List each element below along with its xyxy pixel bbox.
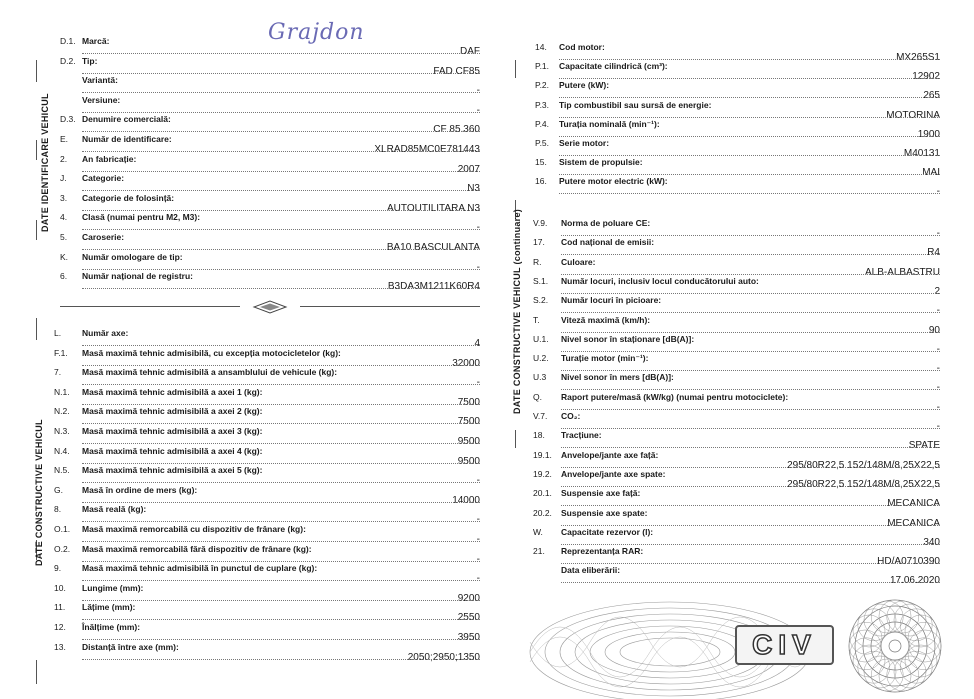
- dotted-line: [561, 409, 940, 410]
- field-label: Caroserie:: [82, 232, 125, 242]
- field-label: Versiune:: [82, 94, 121, 105]
- field-code: Q.: [533, 391, 542, 402]
- table-row: [54, 406, 480, 428]
- field-code: R.: [533, 256, 542, 267]
- field-label: Turația nominală (min⁻¹):: [559, 118, 660, 129]
- table-row: [535, 176, 940, 198]
- field-value: -: [476, 553, 480, 565]
- table-row: [60, 251, 480, 273]
- dotted-line: [561, 293, 940, 294]
- margin-mark: [36, 60, 37, 82]
- section-title-constructive-continued: DATE CONSTRUCTIVE VEHICUL (continuare): [512, 208, 522, 414]
- field-value: 9500: [457, 455, 480, 467]
- dotted-line: [561, 370, 940, 371]
- table-row: [60, 212, 480, 234]
- field-label: Norma de poluare CE:: [561, 218, 651, 228]
- field-label: Masă maximă remorcabilă cu dispozitiv de frânare (kg):: [82, 524, 306, 534]
- field-value: -: [936, 305, 940, 317]
- field-code: P.1.: [535, 61, 550, 72]
- field-value: 12902: [912, 71, 940, 83]
- field-value: M40131: [903, 148, 940, 159]
- table-row: [533, 237, 940, 259]
- field-value: MECANICA: [887, 517, 940, 529]
- dotted-line: [559, 174, 940, 175]
- field-code: 4.: [60, 212, 68, 223]
- table-row: [54, 367, 480, 389]
- table-row: [54, 602, 480, 624]
- field-label: Raport putere/masă (kW/kg) (numai pentru motociclete):: [561, 391, 789, 402]
- field-value: -: [936, 401, 940, 413]
- dotted-line: [82, 365, 480, 366]
- table-row: [54, 641, 480, 663]
- field-label: Număr național de registru:: [82, 271, 193, 282]
- field-code: 13.: [54, 641, 66, 652]
- dotted-line: [82, 151, 480, 152]
- dotted-line: [82, 404, 480, 405]
- dotted-line: [82, 639, 480, 640]
- margin-mark: [36, 220, 37, 240]
- field-value: 17.06.2020: [889, 575, 940, 587]
- field-label: Lățime (mm):: [82, 602, 136, 613]
- field-code: P.4.: [535, 118, 550, 129]
- field-value: -: [936, 363, 940, 375]
- margin-mark: [36, 140, 37, 160]
- dotted-line: [82, 443, 480, 444]
- ornament-icon: [252, 300, 288, 314]
- table-row: [54, 582, 480, 604]
- dotted-line: [82, 92, 480, 93]
- field-label: Număr locuri în picioare:: [561, 295, 662, 306]
- table-row: [54, 504, 480, 526]
- dotted-line: [559, 59, 940, 60]
- section-title-identification: DATE IDENTIFICARE VEHICUL: [40, 93, 50, 232]
- dotted-line: [82, 112, 480, 113]
- dotted-line: [82, 53, 480, 54]
- field-code: N.1.: [54, 386, 70, 397]
- table-row: [60, 153, 480, 175]
- dotted-line: [559, 155, 940, 156]
- field-label: Capacitate cilindrică (cm³):: [559, 61, 668, 72]
- field-value: SPATE: [908, 440, 940, 452]
- field-value: 32000: [452, 357, 480, 369]
- field-code: 18.: [533, 430, 545, 441]
- dotted-line: [82, 423, 480, 424]
- field-code: 7.: [54, 367, 62, 378]
- field-value: 9200: [457, 592, 480, 604]
- table-row: [60, 271, 480, 293]
- field-label: Masă în ordine de mers (kg):: [82, 484, 198, 495]
- field-value: MX265S1: [896, 52, 940, 63]
- field-label: Categorie:: [82, 173, 125, 184]
- field-label: Masă maximă tehnic admisibilă în punctul de cuplare (kg):: [82, 563, 318, 574]
- dotted-line: [559, 117, 940, 118]
- dotted-line: [82, 482, 480, 483]
- dotted-line: [82, 345, 480, 346]
- field-value: MECANICA: [887, 498, 940, 510]
- dotted-line: [561, 563, 940, 564]
- field-code: 2.: [60, 153, 68, 164]
- field-code: V.7.: [533, 411, 548, 421]
- field-label: Data eliberării:: [561, 565, 621, 576]
- table-row: [533, 565, 940, 587]
- table-row: [533, 526, 940, 548]
- field-code: D.2.: [60, 55, 76, 66]
- table-row: [60, 36, 480, 57]
- field-value: -: [476, 475, 480, 487]
- field-code: N.2.: [54, 406, 70, 417]
- field-value: -: [476, 85, 480, 97]
- table-row: [54, 386, 480, 408]
- field-value: CF 85.360: [433, 124, 480, 136]
- field-label: Denumire comercială:: [82, 114, 171, 125]
- field-code: 19.1.: [533, 449, 552, 460]
- dotted-line: [561, 351, 940, 352]
- field-label: Număr omologare de tip:: [82, 251, 183, 262]
- field-code: P.2.: [535, 80, 550, 91]
- field-code: P.3.: [535, 99, 550, 110]
- field-code: 16.: [535, 176, 547, 187]
- table-row: [54, 426, 480, 447]
- table-row: [533, 295, 940, 317]
- field-label: Distanță între axe (mm):: [82, 641, 179, 652]
- dotted-line: [82, 190, 480, 191]
- field-value: -: [936, 186, 940, 198]
- field-code: S.1.: [533, 275, 549, 286]
- table-row: [60, 173, 480, 195]
- dotted-line: [82, 131, 480, 132]
- table-row: [54, 347, 480, 369]
- field-label: Putere (kW):: [559, 80, 610, 91]
- field-code: 15.: [535, 157, 547, 168]
- field-label: Suspensie axe față:: [561, 488, 641, 499]
- table-row: [54, 465, 480, 487]
- table-row: [533, 468, 940, 490]
- field-code: 9.: [54, 563, 62, 574]
- field-code: G.: [54, 484, 63, 495]
- field-code: U.2.: [533, 353, 549, 364]
- table-row: [60, 75, 480, 97]
- margin-mark: [36, 318, 37, 340]
- field-label: Viteză maximă (km/h):: [561, 314, 651, 325]
- field-label: Tracțiune:: [561, 430, 602, 441]
- dotted-line: [82, 502, 480, 503]
- field-code: 14.: [535, 42, 547, 52]
- field-value: -: [936, 228, 940, 239]
- field-label: Nivel sonor în mers [dB(A)]:: [561, 372, 674, 383]
- dotted-line: [559, 97, 940, 98]
- field-value: -: [476, 514, 480, 526]
- field-code: N.5.: [54, 465, 70, 476]
- field-value: -: [936, 343, 940, 355]
- field-value: ALB-ALBASTRU: [864, 266, 940, 278]
- field-label: Tip combustibil sau sursă de energie:: [559, 99, 712, 110]
- field-code: 3.: [60, 192, 68, 203]
- dotted-line: [82, 229, 480, 230]
- field-code: N.4.: [54, 445, 70, 456]
- dotted-line: [82, 659, 480, 660]
- field-label: Anvelope/jante axe spate:: [561, 468, 666, 479]
- table-row: [54, 622, 480, 643]
- field-value: -: [476, 222, 480, 234]
- table-row: [533, 411, 940, 432]
- ornament-divider: [60, 302, 480, 312]
- field-code: N.3.: [54, 426, 70, 436]
- table-row: [533, 488, 940, 510]
- field-label: Masă maximă remorcabilă fără dispozitiv de frânare (kg):: [82, 543, 312, 554]
- handwritten-signature: Grajdon: [268, 20, 365, 45]
- dotted-line: [559, 193, 940, 194]
- table-row: [535, 99, 940, 121]
- dotted-line: [82, 463, 480, 464]
- field-value: XLRAD85MC0E781443: [374, 144, 480, 155]
- table-row: [533, 353, 940, 375]
- field-value: 4: [474, 338, 480, 349]
- field-code: D.1.: [60, 36, 76, 46]
- field-value: 90: [928, 324, 940, 336]
- table-row: [535, 80, 940, 102]
- field-value: -: [936, 421, 940, 432]
- field-value: 9500: [457, 436, 480, 447]
- field-label: Masă reală (kg):: [82, 504, 147, 515]
- table-row: [533, 372, 940, 394]
- field-value: R4: [927, 247, 940, 259]
- field-code: U.1.: [533, 333, 549, 344]
- field-value: FAD CF85: [433, 65, 480, 77]
- field-value: 340: [923, 536, 940, 548]
- field-label: Înălțime (mm):: [82, 622, 141, 632]
- field-value: 295/80R22,5 152/148M/8,25X22,5: [787, 459, 940, 471]
- dotted-line: [82, 619, 480, 620]
- dotted-line: [561, 525, 940, 526]
- dotted-line: [82, 384, 480, 385]
- field-value: 2550: [457, 612, 480, 624]
- dotted-line: [82, 249, 480, 250]
- dotted-line: [561, 505, 940, 506]
- field-label: Cod național de emisii:: [561, 237, 655, 248]
- field-label: Culoare:: [561, 256, 596, 267]
- dotted-line: [561, 389, 940, 390]
- field-label: Tip:: [82, 55, 98, 66]
- field-code: S.2.: [533, 295, 549, 306]
- field-value: -: [936, 382, 940, 394]
- field-code: F.1.: [54, 347, 68, 358]
- field-value: -: [476, 104, 480, 116]
- field-code: 21.: [533, 546, 545, 557]
- table-row: [533, 449, 940, 471]
- field-value: 1900: [917, 128, 940, 140]
- dotted-line: [82, 580, 480, 581]
- table-row: [533, 546, 940, 568]
- dotted-line: [82, 210, 480, 211]
- table-row: [535, 42, 940, 63]
- dotted-line: [561, 428, 940, 429]
- table-row: [533, 333, 940, 355]
- field-label: Masă maximă tehnic admisibilă, cu excepția motocicletelor (kg):: [82, 347, 341, 358]
- field-label: Masă maximă tehnic admisibilă a axei 4 (kg):: [82, 445, 263, 456]
- table-row: [535, 118, 940, 140]
- field-code: D.3.: [60, 114, 76, 125]
- field-label: Serie motor:: [559, 138, 610, 148]
- field-value: MAI: [922, 167, 940, 179]
- field-label: Variantă:: [82, 75, 118, 86]
- table-row: [60, 55, 480, 77]
- rosette-seal: [845, 596, 945, 696]
- dotted-line: [82, 73, 480, 74]
- table-row: [54, 328, 480, 349]
- table-row: [533, 218, 940, 239]
- table-row: [535, 61, 940, 83]
- table-row: [535, 157, 940, 179]
- field-label: Reprezentanța RAR:: [561, 546, 644, 557]
- field-label: Masă maximă tehnic admisibilă a ansamblului de vehicule (kg):: [82, 367, 338, 378]
- field-value: MOTORINA: [886, 109, 940, 121]
- margin-mark: [36, 660, 37, 684]
- field-value: -: [476, 534, 480, 545]
- field-code: 8.: [54, 504, 62, 515]
- field-code: P.5.: [535, 138, 550, 148]
- dotted-line: [82, 288, 480, 289]
- field-code: V.9.: [533, 218, 548, 228]
- table-row: [60, 134, 480, 155]
- margin-mark: [515, 430, 516, 448]
- field-code: J.: [60, 173, 67, 184]
- field-value: 265: [923, 90, 940, 102]
- field-label: Masă maximă tehnic admisibilă a axei 2 (kg):: [82, 406, 263, 417]
- civ-logo: CIV: [735, 625, 834, 665]
- field-label: Masă maximă tehnic admisibilă a axei 3 (kg):: [82, 426, 263, 436]
- dotted-line: [561, 544, 940, 545]
- field-code: 17.: [533, 237, 545, 248]
- dotted-line: [561, 235, 940, 236]
- table-row: [60, 232, 480, 253]
- table-row: [54, 563, 480, 585]
- field-code: 12.: [54, 622, 66, 632]
- field-value: 7500: [457, 416, 480, 428]
- dotted-line: [561, 486, 940, 487]
- table-row: [535, 138, 940, 159]
- field-label: Anvelope/jante axe față:: [561, 449, 659, 460]
- field-value: -: [476, 261, 480, 273]
- field-label: Număr locuri, inclusiv locul conducătorului auto:: [561, 275, 759, 286]
- field-label: Lungime (mm):: [82, 582, 144, 593]
- dotted-line: [559, 78, 940, 79]
- field-value: 7500: [457, 396, 480, 408]
- dotted-line: [82, 561, 480, 562]
- dotted-line: [82, 541, 480, 542]
- dotted-line: [561, 447, 940, 448]
- table-row: [54, 543, 480, 565]
- table-row: [60, 114, 480, 136]
- dotted-line: [82, 269, 480, 270]
- field-code: 6.: [60, 271, 68, 282]
- table-row: [54, 524, 480, 545]
- field-code: 11.: [54, 602, 66, 613]
- dotted-line: [561, 467, 940, 468]
- field-value: BA10 BASCULANTA: [386, 242, 480, 253]
- field-code: 10.: [54, 582, 66, 593]
- margin-mark: [515, 60, 516, 78]
- field-label: Putere motor electric (kW):: [559, 176, 668, 187]
- table-row: [533, 507, 940, 529]
- field-code: 5.: [60, 232, 68, 242]
- field-value: 2007: [457, 163, 480, 175]
- field-code: 20.2.: [533, 507, 552, 518]
- field-value: DAF: [460, 46, 480, 57]
- field-label: Marcă:: [82, 36, 110, 46]
- field-code: E.: [60, 134, 69, 144]
- field-value: 2: [934, 285, 940, 297]
- field-label: Masă maximă tehnic admisibilă a axei 1 (kg):: [82, 386, 263, 397]
- section-title-constructive: DATE CONSTRUCTIVE VEHICUL: [34, 419, 44, 566]
- dotted-line: [82, 521, 480, 522]
- table-row: [54, 484, 480, 506]
- field-code: K.: [60, 251, 69, 262]
- field-label: CO₂:: [561, 411, 581, 421]
- field-label: Categorie de folosință:: [82, 192, 175, 203]
- field-value: AUTOUTILITARA N3: [387, 202, 480, 214]
- field-label: Cod motor:: [559, 42, 605, 52]
- field-value: 2050;2950;1350: [407, 651, 480, 663]
- field-code: T.: [533, 314, 540, 325]
- table-row: [533, 275, 940, 297]
- field-value: -: [476, 377, 480, 389]
- field-label: Număr axe:: [82, 328, 129, 338]
- dotted-line: [561, 312, 940, 313]
- dotted-line: [82, 600, 480, 601]
- table-row: [60, 94, 480, 116]
- dotted-line: [561, 274, 940, 275]
- field-label: Turație motor (min⁻¹):: [561, 353, 649, 364]
- field-value: 3950: [457, 632, 480, 643]
- table-row: [60, 192, 480, 214]
- field-value: HD/A0710390: [877, 556, 940, 568]
- field-value: 295/80R22,5 152/148M/8,25X22,5: [787, 478, 940, 490]
- field-code: O.1.: [54, 524, 71, 534]
- field-code: 20.1.: [533, 488, 552, 499]
- field-code: 19.2.: [533, 468, 552, 479]
- table-row: [533, 391, 940, 413]
- dotted-line: [559, 136, 940, 137]
- field-label: Sistem de propulsie:: [559, 157, 643, 168]
- field-label: Clasă (numai pentru M2, M3):: [82, 212, 201, 223]
- table-row: [533, 430, 940, 452]
- field-label: Masă maximă tehnic admisibilă a axei 5 (kg):: [82, 465, 263, 476]
- table-row: [54, 445, 480, 467]
- table-row: [533, 256, 940, 278]
- field-label: Capacitate rezervor (l):: [561, 526, 654, 537]
- dotted-line: [82, 171, 480, 172]
- dotted-line: [561, 254, 940, 255]
- field-code: O.2.: [54, 543, 71, 554]
- field-value: 14000: [452, 494, 480, 506]
- field-value: -: [476, 573, 480, 585]
- field-value: B3DA3M1211K60R4: [387, 281, 480, 293]
- field-label: An fabricație:: [82, 153, 137, 164]
- field-code: U.3: [533, 372, 547, 383]
- dotted-line: [561, 332, 940, 333]
- field-label: Număr de identificare:: [82, 134, 172, 144]
- field-label: Suspensie axe spate:: [561, 507, 648, 518]
- table-row: [533, 314, 940, 336]
- field-code: W.: [533, 526, 543, 537]
- field-label: Nivel sonor în staționare [dB(A)]:: [561, 333, 695, 344]
- field-value: N3: [467, 183, 480, 195]
- field-code: L.: [54, 328, 62, 338]
